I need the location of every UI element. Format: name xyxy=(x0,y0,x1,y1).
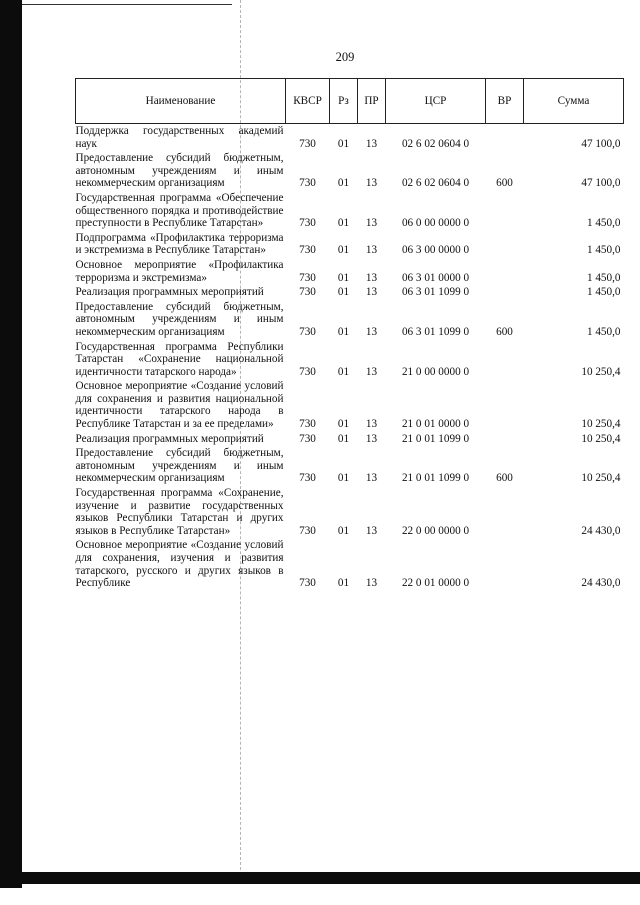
table-row xyxy=(76,486,624,538)
cell-kvsr: 730 xyxy=(299,177,316,190)
cell-rz: 01 xyxy=(337,472,350,485)
cell-name: Основное мероприятие «Создание условий для сохранения, изучения и развития татарского, русского и других языков в Республике xyxy=(75,539,284,590)
table-row xyxy=(76,379,624,431)
cell-rz: 01 xyxy=(337,177,350,190)
cell-csr: 21 0 00 0000 0 xyxy=(401,365,470,378)
cell-csr: 02 6 02 0604 0 xyxy=(401,137,470,150)
table-row xyxy=(76,191,624,231)
cell-vr xyxy=(486,124,524,152)
cell-vr xyxy=(486,258,524,285)
cell-kvsr: 730 xyxy=(299,217,316,230)
cell-kvsr: 730 xyxy=(299,472,316,485)
cell-pr: 13 xyxy=(365,177,378,190)
cell-sum: 10 250,4 xyxy=(581,432,621,445)
cell-pr: 13 xyxy=(365,577,378,590)
cell-csr: 02 6 02 0604 0 xyxy=(401,177,470,190)
cell-name: Предоставление субсидий бюджетным, автономным учреждениям и иным некоммерческим организациям xyxy=(75,152,284,190)
budget-table xyxy=(75,78,624,591)
table-row xyxy=(76,446,624,486)
col-header-pr: ПР xyxy=(358,79,386,124)
cell-name: Подпрограмма «Профилактика терроризма и экстремизма в Республике Татарстан» xyxy=(75,231,284,257)
cell-name: Реализация программных мероприятий xyxy=(75,286,264,299)
col-header-rz: Рз xyxy=(330,79,358,124)
cell-rz: 01 xyxy=(337,286,350,299)
cell-csr: 06 0 00 0000 0 xyxy=(401,217,470,230)
table-row xyxy=(76,231,624,258)
cell-sum: 1 450,0 xyxy=(586,244,621,257)
table-row xyxy=(76,151,624,191)
cell-name: Реализация программных мероприятий xyxy=(75,432,264,445)
table-row xyxy=(76,300,624,340)
cell-vr xyxy=(486,379,524,431)
cell-sum: 1 450,0 xyxy=(586,271,621,284)
cell-csr: 21 0 01 1099 0 xyxy=(401,472,470,485)
cell-vr xyxy=(486,486,524,538)
cell-csr: 06 3 01 0000 0 xyxy=(401,271,470,284)
cell-rz: 01 xyxy=(337,325,350,338)
cell-vr xyxy=(486,432,524,447)
cell-pr: 13 xyxy=(365,472,378,485)
cell-vr xyxy=(486,231,524,258)
cell-name: Основное мероприятие «Создание условий для сохранения и развития национальной идентичности татарского народа в Республике Татарстан и за ее пределами» xyxy=(75,380,284,431)
cell-csr: 22 0 00 0000 0 xyxy=(401,524,470,537)
table-row xyxy=(76,538,624,590)
cell-kvsr: 730 xyxy=(299,244,316,257)
col-header-name: Наименование xyxy=(76,79,286,124)
scan-edge-left xyxy=(0,0,22,888)
cell-sum: 47 100,0 xyxy=(581,137,621,150)
cell-sum: 1 450,0 xyxy=(586,325,621,338)
cell-vr xyxy=(486,538,524,590)
cell-name: Предоставление субсидий бюджетным, автономным учреждениям и иным некоммерческим организациям xyxy=(75,447,284,485)
table-header-row xyxy=(76,79,624,124)
cell-name: Государственная программа «Обеспечение общественного порядка и противодействие преступности в Республике Татарстан» xyxy=(75,191,284,230)
col-header-kvsr: КВСР xyxy=(286,79,330,124)
cell-pr: 13 xyxy=(365,365,378,378)
cell-sum: 47 100,0 xyxy=(581,177,621,190)
cell-rz: 01 xyxy=(337,418,350,431)
cell-pr: 13 xyxy=(365,418,378,431)
cell-csr: 22 0 01 0000 0 xyxy=(401,577,470,590)
cell-pr: 13 xyxy=(365,244,378,257)
cell-kvsr: 730 xyxy=(299,271,316,284)
cell-kvsr: 730 xyxy=(299,524,316,537)
cell-sum: 1 450,0 xyxy=(586,286,621,299)
table-row xyxy=(76,124,624,152)
cell-sum: 24 430,0 xyxy=(581,524,621,537)
cell-rz: 01 xyxy=(337,577,350,590)
cell-kvsr: 730 xyxy=(299,418,316,431)
cell-pr: 13 xyxy=(365,271,378,284)
cell-sum: 1 450,0 xyxy=(586,217,621,230)
col-header-vr: ВР xyxy=(486,79,524,124)
cell-vr xyxy=(486,191,524,231)
cell-csr: 21 0 01 0000 0 xyxy=(401,418,470,431)
cell-csr: 06 3 01 1099 0 xyxy=(401,286,470,299)
cell-vr: 600 xyxy=(496,177,513,190)
cell-rz: 01 xyxy=(337,365,350,378)
cell-vr xyxy=(486,340,524,380)
table-row xyxy=(76,432,624,447)
table-row xyxy=(76,258,624,285)
cell-vr xyxy=(486,285,524,300)
cell-kvsr: 730 xyxy=(299,577,316,590)
table-row xyxy=(76,340,624,380)
cell-csr: 06 3 01 1099 0 xyxy=(401,325,470,338)
cell-rz: 01 xyxy=(337,271,350,284)
scan-edge-bottom xyxy=(0,872,640,884)
cell-name: Поддержка государственных академий наук xyxy=(75,125,284,150)
cell-pr: 13 xyxy=(365,286,378,299)
cell-name: Предоставление субсидий бюджетным, автономным учреждениям и иным некоммерческим организациям xyxy=(75,300,284,338)
cell-vr: 600 xyxy=(496,325,513,338)
cell-rz: 01 xyxy=(337,524,350,537)
cell-pr: 13 xyxy=(365,432,378,445)
cell-sum: 10 250,4 xyxy=(581,418,621,431)
cell-kvsr: 730 xyxy=(299,432,316,445)
cell-kvsr: 730 xyxy=(299,286,316,299)
cell-kvsr: 730 xyxy=(299,325,316,338)
page-number: 209 xyxy=(335,50,355,64)
cell-name: Государственная программа Республики Татарстан «Сохранение национальной идентичности татарского народа» xyxy=(75,340,284,378)
cell-sum: 10 250,4 xyxy=(581,472,621,485)
scan-top-rule xyxy=(22,4,232,5)
cell-kvsr: 730 xyxy=(299,365,316,378)
cell-sum: 10 250,4 xyxy=(581,365,621,378)
cell-pr: 13 xyxy=(365,217,378,230)
cell-vr: 600 xyxy=(496,472,513,485)
col-header-sum: Сумма xyxy=(524,79,624,124)
cell-pr: 13 xyxy=(365,524,378,537)
cell-rz: 01 xyxy=(337,217,350,230)
cell-name: Основное мероприятие «Профилактика терроризма и экстремизма» xyxy=(75,258,284,284)
cell-csr: 06 3 00 0000 0 xyxy=(401,244,470,257)
cell-sum: 24 430,0 xyxy=(581,577,621,590)
cell-pr: 13 xyxy=(365,325,378,338)
cell-kvsr: 730 xyxy=(299,137,316,150)
cell-rz: 01 xyxy=(337,244,350,257)
cell-name: Государственная программа «Сохранение, изучение и развитие государственных языков Республики Татарстан и других языков в Республике Татарстан» xyxy=(75,487,284,537)
cell-rz: 01 xyxy=(337,137,350,150)
cell-rz: 01 xyxy=(337,432,350,445)
col-header-csr: ЦСР xyxy=(386,79,486,124)
table-row xyxy=(76,285,624,300)
cell-csr: 21 0 01 1099 0 xyxy=(401,432,470,445)
cell-pr: 13 xyxy=(365,137,378,150)
